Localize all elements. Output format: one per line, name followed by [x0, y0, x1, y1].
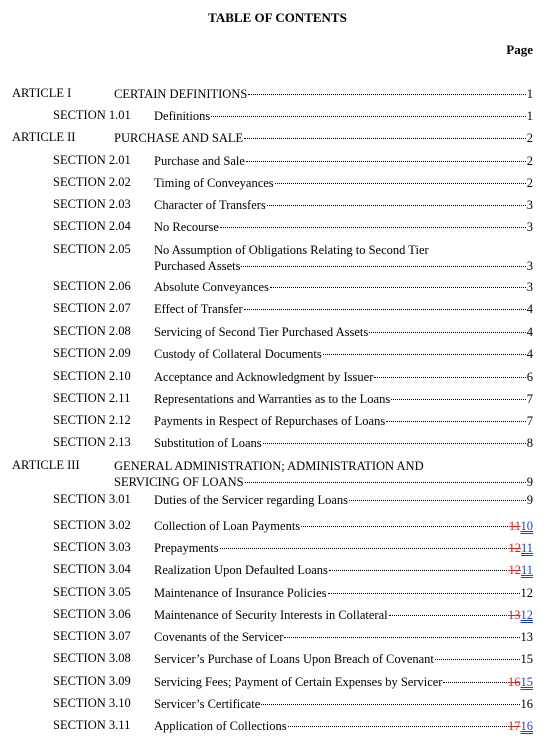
entry-title: CERTAIN DEFINITIONS [114, 87, 248, 101]
toc-entry [154, 391, 533, 407]
entry-title-line: GENERAL ADMINISTRATION; ADMINISTRATION AND [114, 459, 424, 473]
entry-leader-line [154, 607, 533, 623]
dot-leader [329, 570, 508, 571]
section-number: SECTION 2.04 [53, 219, 131, 233]
toc-entry [154, 629, 533, 645]
entry-title: Realization Upon Defaulted Loans [154, 563, 328, 577]
entry-title: Purchase and Sale [154, 154, 245, 168]
entry-title: Definitions [154, 109, 211, 123]
dot-leader [349, 500, 526, 501]
entry-title: Purchased Assets [154, 259, 241, 273]
dot-leader [374, 377, 525, 378]
dot-leader [261, 704, 519, 705]
entry-leader-line [154, 413, 533, 429]
section-number: SECTION 2.10 [53, 369, 131, 383]
entry-leader-line [154, 696, 533, 712]
entry-title: Servicing Fees; Payment of Certain Expenses by Servicer [154, 675, 443, 689]
entry-leader-line [154, 153, 533, 169]
section-number: SECTION 3.08 [53, 651, 131, 665]
page-number: 9 [526, 475, 533, 489]
section-number: SECTION 3.07 [53, 629, 131, 643]
section-number: SECTION 3.04 [53, 562, 131, 576]
entry-leader-line [154, 346, 533, 362]
toc-title: TABLE OF CONTENTS [208, 10, 347, 25]
toc-entry [154, 492, 533, 508]
page-number: 2 [526, 176, 533, 190]
page-number: 1 [526, 109, 533, 123]
entry-title: Character of Transfers [154, 198, 266, 212]
dot-leader [435, 659, 520, 660]
toc-entry [154, 562, 533, 578]
dot-leader [443, 682, 507, 683]
page-number [508, 718, 533, 734]
section-number: SECTION 2.08 [53, 324, 131, 338]
entry-title: Effect of Transfer [154, 302, 243, 316]
page-number: 3 [526, 220, 533, 234]
toc-entry [154, 435, 533, 451]
entry-leader-line [154, 324, 533, 340]
page-number: 12 [520, 586, 533, 600]
page-number: 4 [526, 347, 533, 361]
page-number [508, 607, 533, 623]
entry-title: Servicer’s Certificate [154, 697, 261, 711]
entry-leader-line [154, 585, 533, 601]
toc-entry [154, 518, 533, 534]
section-number: SECTION 2.11 [53, 391, 131, 405]
deleted-page-number: 12 [508, 541, 521, 555]
toc-entry [114, 130, 533, 146]
deleted-page-number: 13 [508, 608, 521, 622]
toc-entry [154, 108, 533, 124]
toc-entry [154, 651, 533, 667]
toc-entry [114, 86, 533, 102]
entry-leader-line [154, 108, 533, 124]
toc-entry [154, 197, 533, 213]
toc-entry [154, 242, 533, 274]
entry-leader-line [154, 219, 533, 235]
toc-entry [154, 413, 533, 429]
toc-entry [154, 153, 533, 169]
section-number: SECTION 3.03 [53, 540, 131, 554]
entry-title: Servicer’s Purchase of Loans Upon Breach of Covenant [154, 652, 434, 666]
section-number: SECTION 1.01 [53, 108, 131, 122]
entry-leader-line [154, 435, 533, 451]
dot-leader [391, 399, 526, 400]
page-number [508, 562, 533, 578]
dot-leader [244, 138, 526, 139]
article-number: ARTICLE II [12, 130, 76, 144]
page-number: 9 [526, 493, 533, 507]
toc-entry [154, 696, 533, 712]
entry-title: Substitution of Loans [154, 436, 262, 450]
inserted-page-number: 10 [520, 519, 533, 533]
toc-entry [154, 540, 533, 556]
page-number: 15 [520, 652, 533, 666]
entry-leader-line [154, 562, 533, 578]
toc-entry [154, 346, 533, 362]
article-number: ARTICLE III [12, 458, 80, 472]
dot-leader [275, 183, 526, 184]
dot-leader [220, 548, 508, 549]
inserted-page-number: 15 [520, 675, 533, 689]
page-number [509, 518, 533, 534]
toc-entry [154, 279, 533, 295]
toc-entry [154, 369, 533, 385]
entry-leader-line [154, 197, 533, 213]
section-number: SECTION 3.11 [53, 718, 131, 732]
section-number: SECTION 2.06 [53, 279, 131, 293]
section-number: SECTION 3.01 [53, 492, 131, 506]
section-number: SECTION 3.02 [53, 518, 131, 532]
entry-title: Maintenance of Security Interests in Collateral [154, 608, 388, 622]
toc-entry [154, 674, 533, 690]
entry-leader-line [114, 130, 533, 146]
page-number: 7 [526, 392, 533, 406]
toc-entry [154, 219, 533, 235]
entry-title: SERVICING OF LOANS [114, 475, 244, 489]
deleted-page-number: 16 [508, 675, 521, 689]
entry-title-line: No Assumption of Obligations Relating to Second Tier [154, 243, 429, 257]
section-number: SECTION 2.09 [53, 346, 131, 360]
entry-title: Absolute Conveyances [154, 280, 269, 294]
toc-entry [154, 324, 533, 340]
section-number: SECTION 3.10 [53, 696, 131, 710]
page-number: 2 [526, 131, 533, 145]
section-number: SECTION 3.05 [53, 585, 131, 599]
dot-leader [245, 482, 526, 483]
entry-title: Timing of Conveyances [154, 176, 274, 190]
dot-leader [369, 332, 526, 333]
entry-leader-line [154, 279, 533, 295]
section-number: SECTION 2.13 [53, 435, 131, 449]
page-column-header: Page [506, 42, 533, 57]
entry-title: No Recourse [154, 220, 219, 234]
dot-leader [386, 421, 526, 422]
entry-title: Duties of the Servicer regarding Loans [154, 493, 349, 507]
entry-leader-line [154, 718, 533, 734]
section-number: SECTION 2.03 [53, 197, 131, 211]
page-number: 13 [520, 630, 533, 644]
entry-title: Covenants of the Servicer [154, 630, 284, 644]
entry-leader-line [154, 651, 533, 667]
toc-entry [154, 607, 533, 623]
entry-title: PURCHASE AND SALE [114, 131, 244, 145]
entry-title: Representations and Warranties as to the Loans [154, 392, 391, 406]
entry-leader-line [154, 301, 533, 317]
article-number: ARTICLE I [12, 86, 72, 100]
section-number: SECTION 3.06 [53, 607, 131, 621]
entry-leader-line [114, 86, 533, 102]
page-number [508, 540, 533, 556]
toc-entry [154, 175, 533, 191]
dot-leader [248, 94, 525, 95]
toc-entry [154, 585, 533, 601]
page-number [508, 674, 533, 690]
dot-leader [284, 637, 519, 638]
dot-leader [220, 227, 526, 228]
inserted-page-number: 11 [520, 563, 533, 577]
page-number: 3 [526, 259, 533, 273]
section-number: SECTION 2.01 [53, 153, 131, 167]
section-number: SECTION 2.12 [53, 413, 131, 427]
page-number: 8 [526, 436, 533, 450]
entry-leader-line [154, 518, 533, 534]
entry-leader-line [154, 674, 533, 690]
section-number: SECTION 2.07 [53, 301, 131, 315]
entry-title: Acceptance and Acknowledgment by Issuer [154, 370, 374, 384]
entry-title: Custody of Collateral Documents [154, 347, 322, 361]
page-number: 1 [526, 87, 533, 101]
dot-leader [241, 266, 525, 267]
entry-leader-line [154, 391, 533, 407]
entry-leader-line [114, 474, 533, 490]
entry-title: Collection of Loan Payments [154, 519, 301, 533]
entry-leader-line [154, 629, 533, 645]
toc-entry [154, 718, 533, 734]
entry-leader-line [154, 369, 533, 385]
section-number: SECTION 3.09 [53, 674, 131, 688]
deleted-page-number: 12 [508, 563, 521, 577]
entry-title: Maintenance of Insurance Policies [154, 586, 327, 600]
dot-leader [328, 593, 520, 594]
section-number: SECTION 2.02 [53, 175, 131, 189]
inserted-page-number: 12 [520, 608, 533, 622]
inserted-page-number: 16 [520, 719, 533, 733]
page-number: 4 [526, 302, 533, 316]
deleted-page-number: 11 [508, 519, 521, 533]
page-number: 4 [526, 325, 533, 339]
section-number: SECTION 2.05 [53, 242, 131, 256]
dot-leader [211, 116, 526, 117]
dot-leader [244, 309, 526, 310]
dot-leader [389, 615, 507, 616]
entry-leader-line [154, 175, 533, 191]
inserted-page-number: 11 [520, 541, 533, 555]
toc-entry [154, 301, 533, 317]
entry-leader-line [154, 258, 533, 274]
page-number: 7 [526, 414, 533, 428]
dot-leader [323, 354, 526, 355]
dot-leader [270, 287, 526, 288]
entry-title: Payments in Respect of Repurchases of Loans [154, 414, 386, 428]
entry-title: Prepayments [154, 541, 219, 555]
dot-leader [288, 726, 507, 727]
page-number: 6 [526, 370, 533, 384]
deleted-page-number: 17 [508, 719, 521, 733]
entry-leader-line [154, 540, 533, 556]
entry-title: Servicing of Second Tier Purchased Assets [154, 325, 369, 339]
page-number: 16 [520, 697, 533, 711]
dot-leader [263, 443, 526, 444]
page-number: 3 [526, 198, 533, 212]
page-number: 2 [526, 154, 533, 168]
entry-title: Application of Collections [154, 719, 287, 733]
dot-leader [301, 526, 508, 527]
dot-leader [246, 161, 526, 162]
toc-entry [114, 458, 533, 490]
page-number: 3 [526, 280, 533, 294]
entry-leader-line [154, 492, 533, 508]
dot-leader [267, 205, 526, 206]
